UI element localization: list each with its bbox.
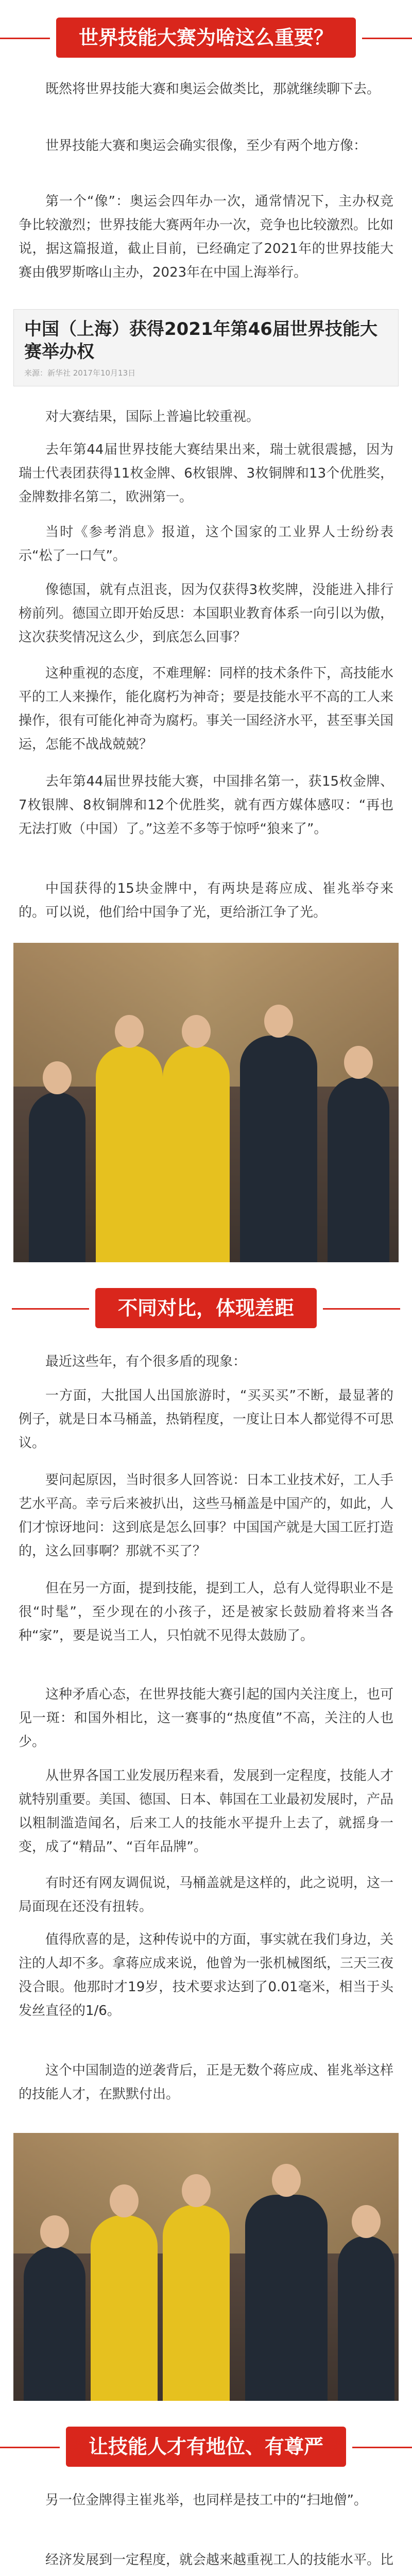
section-title-3: 让技能人才有地位、有尊严: [66, 2427, 346, 2467]
paragraph: 要问起原因，当时很多人回答说：日本工业技术好，工人手艺水平高。幸亏后来被扒出，这些马桶盖是中国产的，如此，人们才惊讶地问：这到底是怎么回事？中国国产就是大国工匠打造的，这么回事啊？那就不买了？: [19, 1472, 394, 1559]
paragraph: 对大赛结果，国际上普遍比较重视。: [45, 409, 260, 425]
paragraph: 这个中国制造的逆袭背后，正是无数个蒋应成、崔兆举这样的技能人才，在默默付出。: [19, 2063, 394, 2102]
news-title: 中国（上海）获得2021年第46届世界技能大赛举办权: [24, 319, 377, 362]
paragraph: 另一位金牌得主崔兆举，也同样是技工中的“扫地僧”。: [45, 2493, 367, 2508]
paragraph: 世界技能大赛和奥运会确实很像，至少有两个地方像：: [45, 138, 367, 154]
paragraph: 当时《参考消息》报道，这个国家的工业界人士纷纷表示“松了一口气”。: [19, 524, 393, 564]
paragraph: 中国获得的15块金牌中，有两块是蒋应成、崔兆举夺来的。可以说，他们给中国争了光，更给浙江争了光。: [19, 881, 393, 920]
paragraph: 有时还有网友调侃说，马桶盖就是这样的，此之说明，这一局面现在还没有扭转。: [19, 1875, 394, 1914]
paragraph: 值得欣喜的是，这种传说中的方面，事实就在我们身边，关注的人却不多。拿蒋应成来说，他曾为一张机械图纸，三天三夜没合眼。他那时才19岁，技术要求达到了0.01毫米，相当于头发丝直径的1/6。: [19, 1932, 394, 2019]
paragraph: 经济发展到一定程度，就会越来越重视工人的技能水平。比: [45, 2552, 394, 2568]
paragraph: 去年第44届世界技能大赛结果出来，瑞士就很震撼，因为瑞士代表团获得11枚金牌、6枚银牌、3枚铜牌和13个优胜奖，金牌数排名第二，欧洲第一。: [19, 442, 393, 505]
paragraph: 这种重视的态度，不难理解：同样的技术条件下，高技能水平的工人来操作，能化腐朽为神奇；要是技能水平不高的工人来操作，很有可能化神奇为腐朽。事关一国经济水平，甚至事关国运，怎能不战战兢兢？: [19, 666, 394, 752]
meeting-photo-1: [13, 943, 399, 1262]
paragraph: 第一个“像”：奥运会四年办一次，通常情况下，主办权竞争比较激烈；世界技能大赛两年办一次，竞争也比较激烈。比如说，据这篇报道，截止目前，已经确定了2021年的世界技能大赛由俄罗斯喀山主办，2023年在中国上海举行。: [19, 194, 394, 280]
paragraph: 一方面，大批国人出国旅游时，“买买买”不断，最显著的例子，就是日本马桶盖，热销程度，一度让日本人都觉得不可思议。: [19, 1388, 394, 1451]
paragraph: 去年第44届世界技能大赛，中国排名第一，获15枚金牌、7枚银牌、8枚铜牌和12个优胜奖，就有西方媒体感叹：“再也无法打败（中国）了。”这差不多等于惊呼“狼来了”。: [19, 774, 393, 837]
news-meta: 来源：新华社 2017年10月13日: [24, 368, 136, 378]
news-screenshot-card: [13, 309, 399, 386]
section-title-1: 世界技能大赛为啥这么重要？: [56, 18, 356, 58]
section-title-2: 不同对比，体现差距: [95, 1288, 317, 1328]
paragraph: 但在另一方面，提到技能，提到工人，总有人觉得职业不是很“时髦”，至少现在的小孩子，还是被家长鼓励着将来当各种“家”，要是说当工人，只怕就不见得太鼓励了。: [19, 1581, 394, 1643]
paragraph: 从世界各国工业发展历程来看，发展到一定程度，技能人才就特别重要。美国、德国、日本、韩国在工业最初发展时，产品以粗制滥造闻名，后来工人的技能水平提升上去了，就摇身一变，成了“精品”、“百年品牌”。: [19, 1768, 394, 1855]
paragraph: 最近这些年，有个很多盾的现象：: [45, 1354, 247, 1369]
paragraph: 像德国，就有点沮丧，因为仅获得3枚奖牌，没能进入排行榜前列。德国立即开始反思：本国职业教育体系一向引以为傲，这次获奖情况这么少，到底怎么回事？: [19, 582, 394, 645]
paragraph: 这种矛盾心态，在世界技能大赛引起的国内关注度上，也可见一斑：和国外相比，这一赛事的“热度值”不高，关注的人也少。: [19, 1687, 394, 1750]
meeting-photo-2: [13, 2133, 399, 2401]
paragraph: 既然将世界技能大赛和奥运会做类比，那就继续聊下去。: [45, 81, 381, 97]
